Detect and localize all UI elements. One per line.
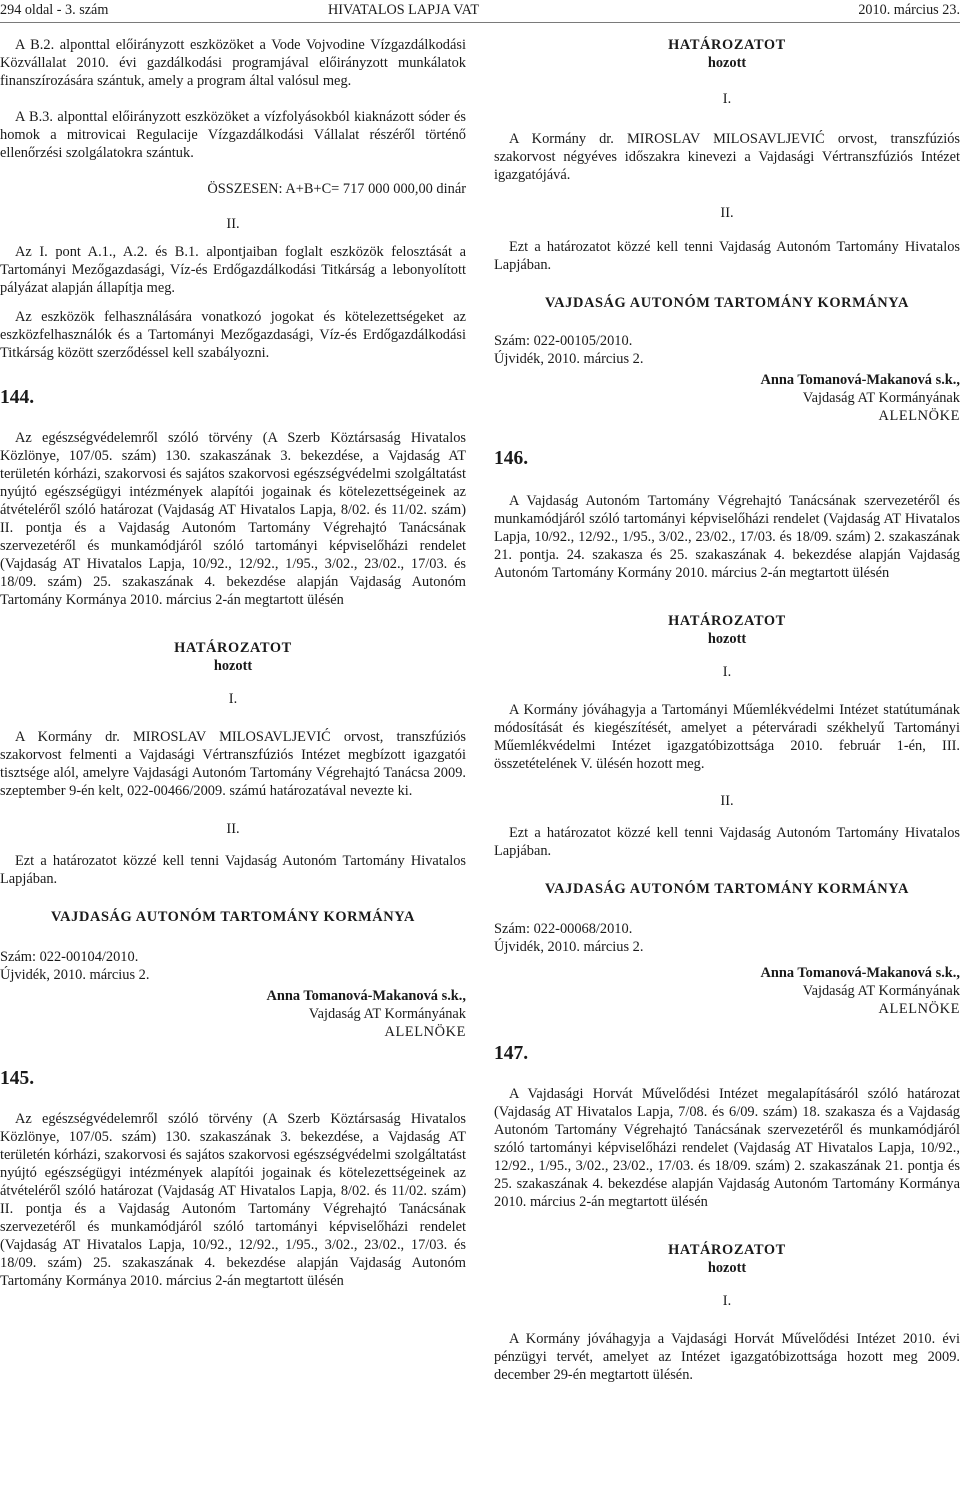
signer-name: Anna Tomanová-Makanová s.k., xyxy=(760,372,960,388)
paragraph-145: Az egészségvédelemről szóló törvény (A Szerb Köztársaság Hivatalos Közlönye, 107/05. szám) 130. szakaszának 3. bekezdése, a Vajdaság AT területén kórházi, szakorvosi és sajátos szakorvosi egészségvédelmi szolgáltatást nyújtó egészségügyi intézmények alapítói jogainak és kötelezettségeinek az átvételéről szóló határozat (Vajdaság AT Hivatalos Lapja, 8/02. és 11/02. szám) II. pontja és a Vajdaság Autonóm Tartomány Végrehajtó Tanácsának szervezetéről és munkamódjáról szóló tartományi képviselőházi rendelet (Vajdaság AT Hivatalos Lapja, 10/92., 12/92., 1/95., 3/02., 23/02., 17/03. és 18/09. szám) 25. szakaszának 4. bekezdése alapján Vajdaság Autonóm Tartomány Kormánya 2010. március 2-án megtartott ülésén xyxy=(0,1111,466,1289)
decision-subheading: hozott xyxy=(707,631,747,647)
paragraph-147: A Vajdasági Horvát Művelődési Intézet megalapításáról szóló határozat (Vajdaság AT Hivatalos Lapja, 7/08. és 6/09. szám) 18. szakasza és a Vajdaság Autonóm Tartomány Végrehajtó Tanácsának szervezetéről és munkamódjáról szóló tartományi képviselőházi rendelet (Vajdaság AT Hivatalos Lapja, 10/92., 12/92., 1/95., 3/02., 23/02., 17/03. és 18/09. szám) 2. szakaszának 21. pontja és 25. szakaszának 4. bekezdése alapján Vajdaság Autonóm Tartomány Kormánya 2010. március 2-án megtartott ülésén xyxy=(494,1086,960,1210)
section-number-ii: II. xyxy=(226,821,240,837)
section-number-i: I. xyxy=(722,664,732,680)
section-number-i: I. xyxy=(722,1293,732,1309)
signer-title: ALELNÖKE xyxy=(878,408,960,424)
header-journal-title: HIVATALOS LAPJA VAT xyxy=(328,2,480,18)
signer-name: Anna Tomanová-Makanová s.k., xyxy=(760,965,960,981)
government-name: VAJDASÁG AUTONÓM TARTOMÁNY KORMÁNYA xyxy=(545,881,909,897)
item-number-146: 146. xyxy=(494,448,529,469)
reference-number: Szám: 022-00104/2010. xyxy=(0,949,139,965)
paragraph-kinevez: A Kormány dr. MIROSLAV MILOSAVLJEVIĆ orvost, transzfúziós szakorvost négyéves időszakra kinevezi a Vajdasági Vértranszfúziós Intézet igazgatójává. xyxy=(494,131,960,183)
paragraph-kozzetetel: Ezt a határozatot közzé kell tenni Vajdaság Autonóm Tartomány Hivatalos Lapjában. xyxy=(0,853,466,887)
signer-title: ALELNÖKE xyxy=(384,1024,466,1040)
right-column xyxy=(494,36,960,1384)
paragraph-b2: A B.2. alponttal előirányzott eszközöket a Vode Vojvodine Vízgazdálkodási Közvállalat 2010. évi gazdálkodási programjával előirányzott munkálatok finanszírozására szántuk, amely a program által valósul meg. xyxy=(0,37,466,89)
page-header xyxy=(0,0,960,23)
reference-number: Szám: 022-00105/2010. xyxy=(494,333,633,349)
decision-heading: HATÁROZATOT xyxy=(668,613,786,629)
left-column xyxy=(0,36,466,1290)
section-number-ii: II. xyxy=(226,216,240,232)
signer-title: ALELNÖKE xyxy=(878,1001,960,1017)
paragraph-muemlek: A Kormány jóváhagyja a Tartományi Műemlékvédelmi Intézet statútumának módosítását és kiegészítését, amelyet a péterváradi székhelyű Tartományi Műemlékvédelmi Intézet igazgatóbizottsága 2010. február 1-én, III. összetételének V. ülésén hozott meg. xyxy=(494,702,960,772)
signer-role: Vajdaság AT Kormányának xyxy=(802,390,960,406)
section-number-ii: II. xyxy=(720,205,734,221)
item-number-144: 144. xyxy=(0,387,35,408)
section-number-i: I. xyxy=(722,91,732,107)
item-number-145: 145. xyxy=(0,1068,35,1089)
signer-role: Vajdaság AT Kormányának xyxy=(308,1006,466,1022)
section-number-ii: II. xyxy=(720,793,734,809)
decision-subheading: hozott xyxy=(213,658,253,674)
section-number-i: I. xyxy=(228,691,238,707)
signer-role: Vajdaság AT Kormányának xyxy=(802,983,960,999)
total-line: ÖSSZESEN: A+B+C= 717 000 000,00 dinár xyxy=(207,181,466,197)
header-page-number: 294 oldal - 3. szám xyxy=(0,2,109,18)
paragraph-146: A Vajdaság Autonóm Tartomány Végrehajtó Tanácsának szervezetéről és munkamódjáról szóló tartományi képviselőházi rendelet (Vajdaság AT Hivatalos Lapja, 10/92., 12/92., 1/95., 3/02., 23/02., 17/03. és 18/09. szám) 2. szakaszának 21. pontja. 24. szakasza és 25. szakaszának 4. bekezdése alapján Vajdaság Autonóm Tartomány Kormány 2010. március 2-án megtartott ülésén xyxy=(494,493,960,581)
government-name: VAJDASÁG AUTONÓM TARTOMÁNY KORMÁNYA xyxy=(545,295,909,311)
place-date: Újvidék, 2010. március 2. xyxy=(494,939,644,955)
government-name: VAJDASÁG AUTONÓM TARTOMÁNY KORMÁNYA xyxy=(51,909,415,925)
decision-subheading: hozott xyxy=(707,55,747,71)
decision-subheading: hozott xyxy=(707,1260,747,1276)
paragraph-jogok: Az eszközök felhasználására vonatkozó jogokat és kötelezettségeket az eszközfelhasználók és a Tartományi Mezőgazdasági, Víz-és Erdőgazdálkodási Titkárság között szerződéssel kell szabályozni. xyxy=(0,309,466,361)
header-date: 2010. március 23. xyxy=(858,2,960,18)
decision-heading: HATÁROZATOT xyxy=(668,37,786,53)
signer-name: Anna Tomanová-Makanová s.k., xyxy=(266,988,466,1004)
paragraph-b3: A B.3. alponttal előirányzott eszközöket a vízfolyásokból kiaknázott sóder és homok a mitrovicai Regulacije Vízgazdálkodási Vállalat részéről történő ellenőrzési szolgálatokra szántuk. xyxy=(0,109,466,161)
paragraph-144: Az egészségvédelemről szóló törvény (A Szerb Köztársaság Hivatalos Közlönye, 107/05. szám) 130. szakaszának 3. bekezdése, a Vajdaság AT területén kórházi, szakorvosi és sajátos szakorvosi egészségvédelmi szolgáltatást nyújtó egészségügyi intézmények alapítói jogainak és kötelezettségeinek az átvételéről szóló határozat (Vajdaság AT Hivatalos Lapja, 8/02. és 11/02. szám) II. pontja és a Vajdaság Autonóm Tartomány Végrehajtó Tanácsának szervezetéről és munkamódjáról szóló tartományi képviselőházi rendelet (Vajdaság AT Hivatalos Lapja, 10/92., 12/92., 1/95., 3/02., 23/02., 17/03. és 18/09. szám) 25. szakaszának 4. bekezdése alapján Vajdaság Autonóm Tartomány Kormánya 2010. március 2-án megtartott ülésén xyxy=(0,430,466,608)
place-date: Újvidék, 2010. március 2. xyxy=(494,351,644,367)
reference-number: Szám: 022-00068/2010. xyxy=(494,921,633,937)
item-number-147: 147. xyxy=(494,1043,529,1064)
paragraph-pont: Az I. pont A.1., A.2. és B.1. alpontjaiban foglalt eszközök felosztását a Tartományi Mezőgazdasági, Víz-és Erdőgazdálkodási Titkárság a lebonyolított pályázat alapján állapítja meg. xyxy=(0,244,466,296)
paragraph-kozzetetel: Ezt a határozatot közzé kell tenni Vajdaság Autonóm Tartomány Hivatalos Lapjában. xyxy=(494,239,960,273)
paragraph-felment: A Kormány dr. MIROSLAV MILOSAVLJEVIĆ orvost, transzfúziós szakorvost felmenti a Vajdasági Vértranszfúziós Intézet megbízott igazgatói tisztsége alól, amelyre Vajdasági Autonóm Tartomány Végrehajtó Tanácsa 2009. szeptember 9-én kelt, 022-00466/2009. számú határozatával nevezte ki. xyxy=(0,729,466,799)
decision-heading: HATÁROZATOT xyxy=(668,1242,786,1258)
place-date: Újvidék, 2010. március 2. xyxy=(0,967,150,983)
paragraph-horvat: A Kormány jóváhagyja a Vajdasági Horvát Művelődési Intézet 2010. évi pénzügyi tervét, amelyet az Intézet igazgatóbizottsága hozott meg 2009. december 29-én megtartott ülésén. xyxy=(494,1331,960,1383)
decision-heading: HATÁROZATOT xyxy=(174,640,292,656)
paragraph-kozzetetel: Ezt a határozatot közzé kell tenni Vajdaság Autonóm Tartomány Hivatalos Lapjában. xyxy=(494,825,960,859)
